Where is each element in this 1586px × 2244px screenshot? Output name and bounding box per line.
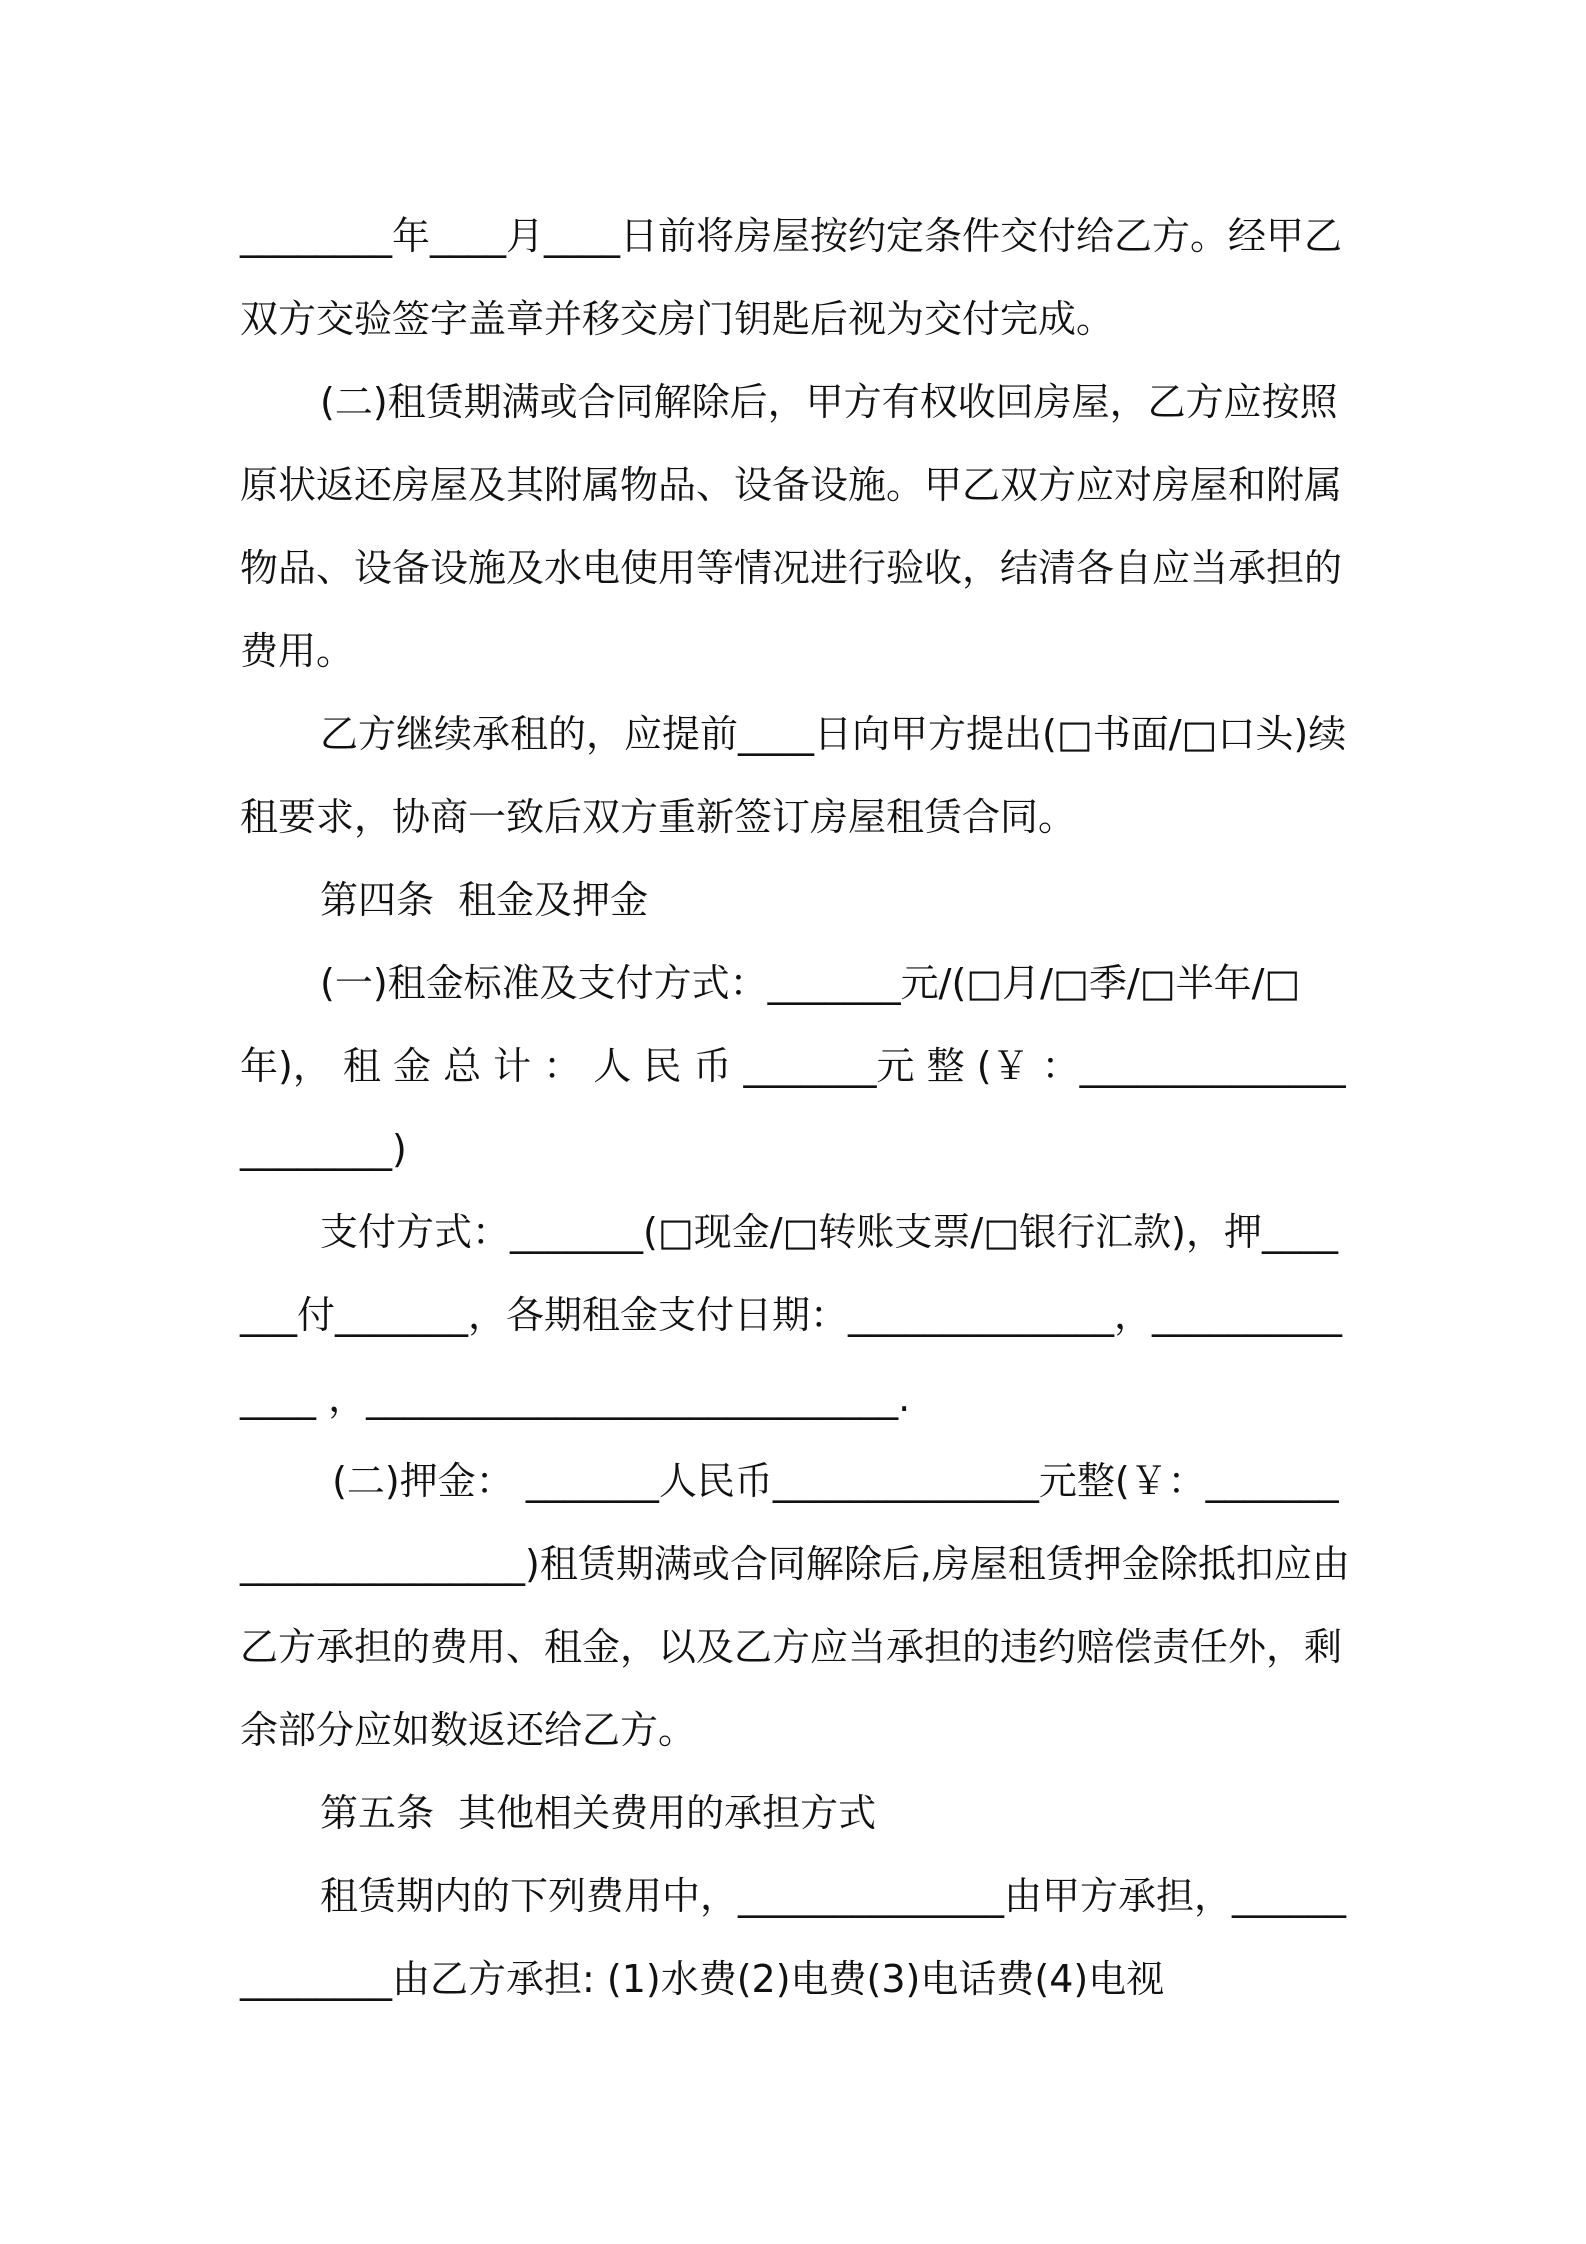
paragraph-delivery-date: ________年____月____日前将房屋按约定条件交付给乙方。经甲乙双方交验签字盖章并移交房门钥匙后视为交付完成。 xyxy=(240,214,1343,341)
paragraph-lease-renewal: 乙方继续承租的，应提前____日向甲方提出(□书面/□口头)续租要求，协商一致后双方重新签订房屋租赁合同。 xyxy=(240,712,1347,839)
paragraph-other-fees: 租赁期内的下列费用中，______________由甲方承担，______________由乙方承担: (1)水费(2)电费(3)电话费(4)电视 xyxy=(240,1874,1347,2001)
paragraph-return-of-house: (二)租赁期满或合同解除后，甲方有权收回房屋，乙方应按照原状返还房屋及其附属物品、设备设施。甲乙双方应对房屋和附属物品、设备设施及水电使用等情况进行验收，结清各自应当承担的费用。 xyxy=(240,380,1343,673)
article-four-heading: 第四条 租金及押金 xyxy=(320,878,649,922)
document-body xyxy=(240,195,1352,2021)
paragraph-deposit: (二)押金： _______人民币______________元整(￥：______________________)租赁期满或合同解除后,房屋租赁押金除抵扣应由乙方承担的费用、租金，以及乙方应当承担的违约赔偿责任外，剩余部分应如数返还给乙方。 xyxy=(240,1459,1350,1752)
paragraph-rent-standard: (一)租金标准及支付方式：_______元/(□月/□季/□半年/□ 年)， 租 金 总 计 ： 人 民 币 _______元 整 (￥ ：______________________) xyxy=(240,961,1346,1171)
article-five-heading: 第五条 其他相关费用的承担方式 xyxy=(320,1791,877,1835)
paragraph-payment-method: 支付方式：_______(□现金/□转账支票/□银行汇款)，押_______付_______，各期租金支付日期：______________，______________ ，____________________________. xyxy=(240,1210,1343,1420)
